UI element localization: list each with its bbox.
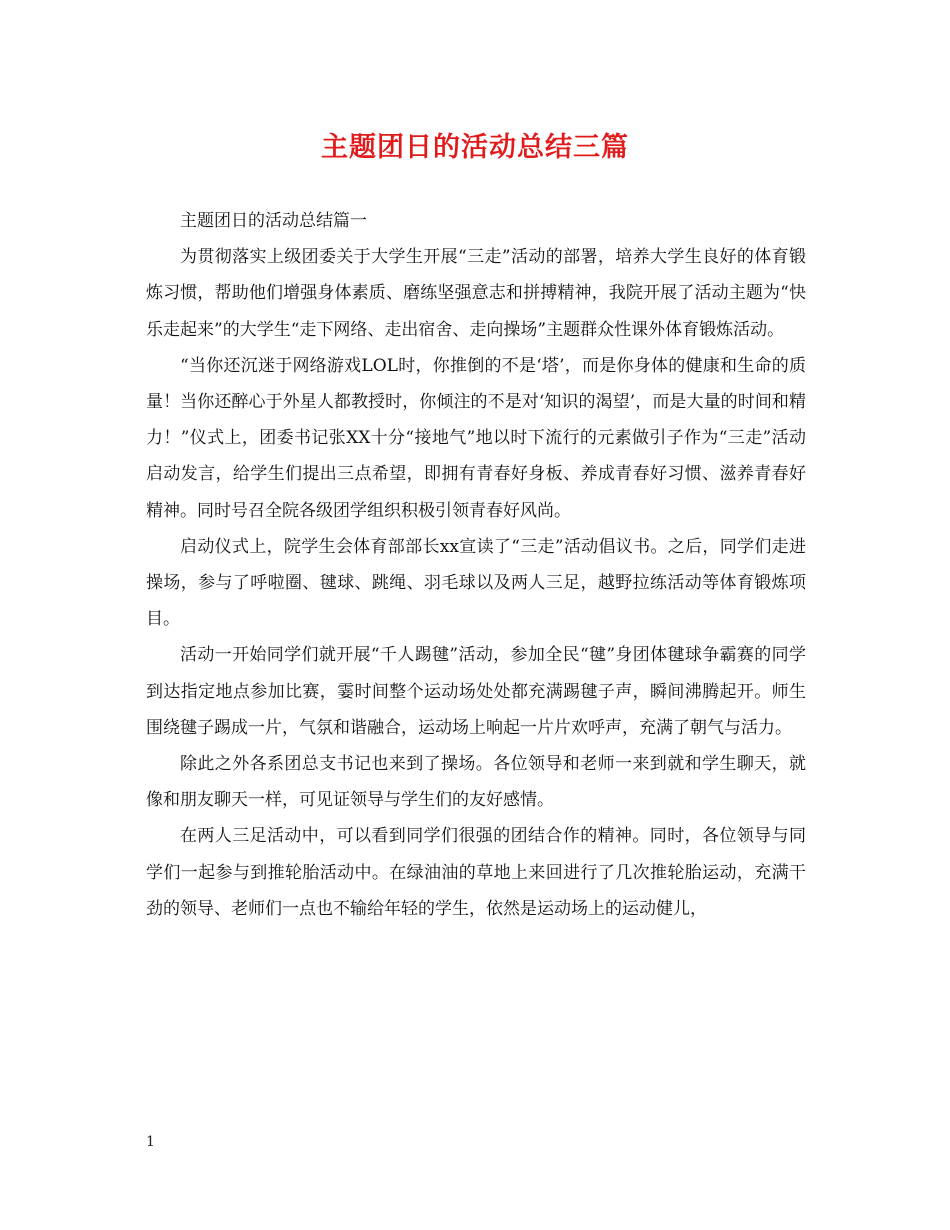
page-number: 1 [146, 1134, 155, 1150]
paragraph: 在两人三足活动中，可以看到同学们很强的团结合作的精神。同时，各位领导与同学们一起参与到推轮胎活动中。在绿油油的草地上来回进行了几次推轮胎运动，充满干劲的领导、老师们一点也不输给年轻的学生，依然是运动场上的运动健儿， [146, 826, 806, 919]
paragraph: 启动仪式上，院学生会体育部部长xx宣读了“三走”活动倡议书。之后，同学们走进操场，参与了呼啦圈、毽球、跳绳、羽毛球以及两人三足，越野拉练活动等体育锻炼项目。 [146, 536, 806, 630]
paragraph: “当你还沉迷于网络游戏LOL时，你推倒的不是‘塔’，而是你身体的健康和生命的质量！当你还醉心于外星人都教授时，你倾注的不是对‘知识的渴望’，而是大量的时间和精力！”仪式上，团委书记张XX十分“接地气”地以时下流行的元素做引子作为“三走”活动启动发言，给学生们提出三点希望，即拥有青春好身板、养成青春好习惯、滋养青春好精神。同时号召全院各级团学组织积极引领青春好风尚。 [146, 355, 806, 521]
section-heading: 主题团日的活动总结篇一 [180, 211, 367, 231]
document-title: 主题团日的活动总结三篇 [321, 132, 629, 163]
paragraph: 为贯彻落实上级团委关于大学生开展“三走”活动的部署，培养大学生良好的体育锻炼习惯，帮助他们增强身体素质、磨练坚强意志和拼搏精神，我院开展了活动主题为“快乐走起来”的大学生“走下网络、走出宿舍、走向操场”主题群众性课外体育锻炼活动。 [146, 247, 806, 340]
paragraph: 活动一开始同学们就开展“千人踢毽”活动，参加全民“毽”身团体毽球争霸赛的同学到达指定地点参加比赛，霎时间整个运动场处处都充满踢毽子声，瞬间沸腾起开。师生围绕毽子踢成一片，气氛和谐融合，运动场上响起一片片欢呼声，充满了朝气与活力。 [146, 645, 806, 738]
paragraph: 除此之外各系团总支书记也来到了操场。各位领导和老师一来到就和学生聊天，就像和朋友聊天一样，可见证领导与学生们的友好感情。 [146, 754, 806, 811]
document-body [146, 203, 806, 927]
